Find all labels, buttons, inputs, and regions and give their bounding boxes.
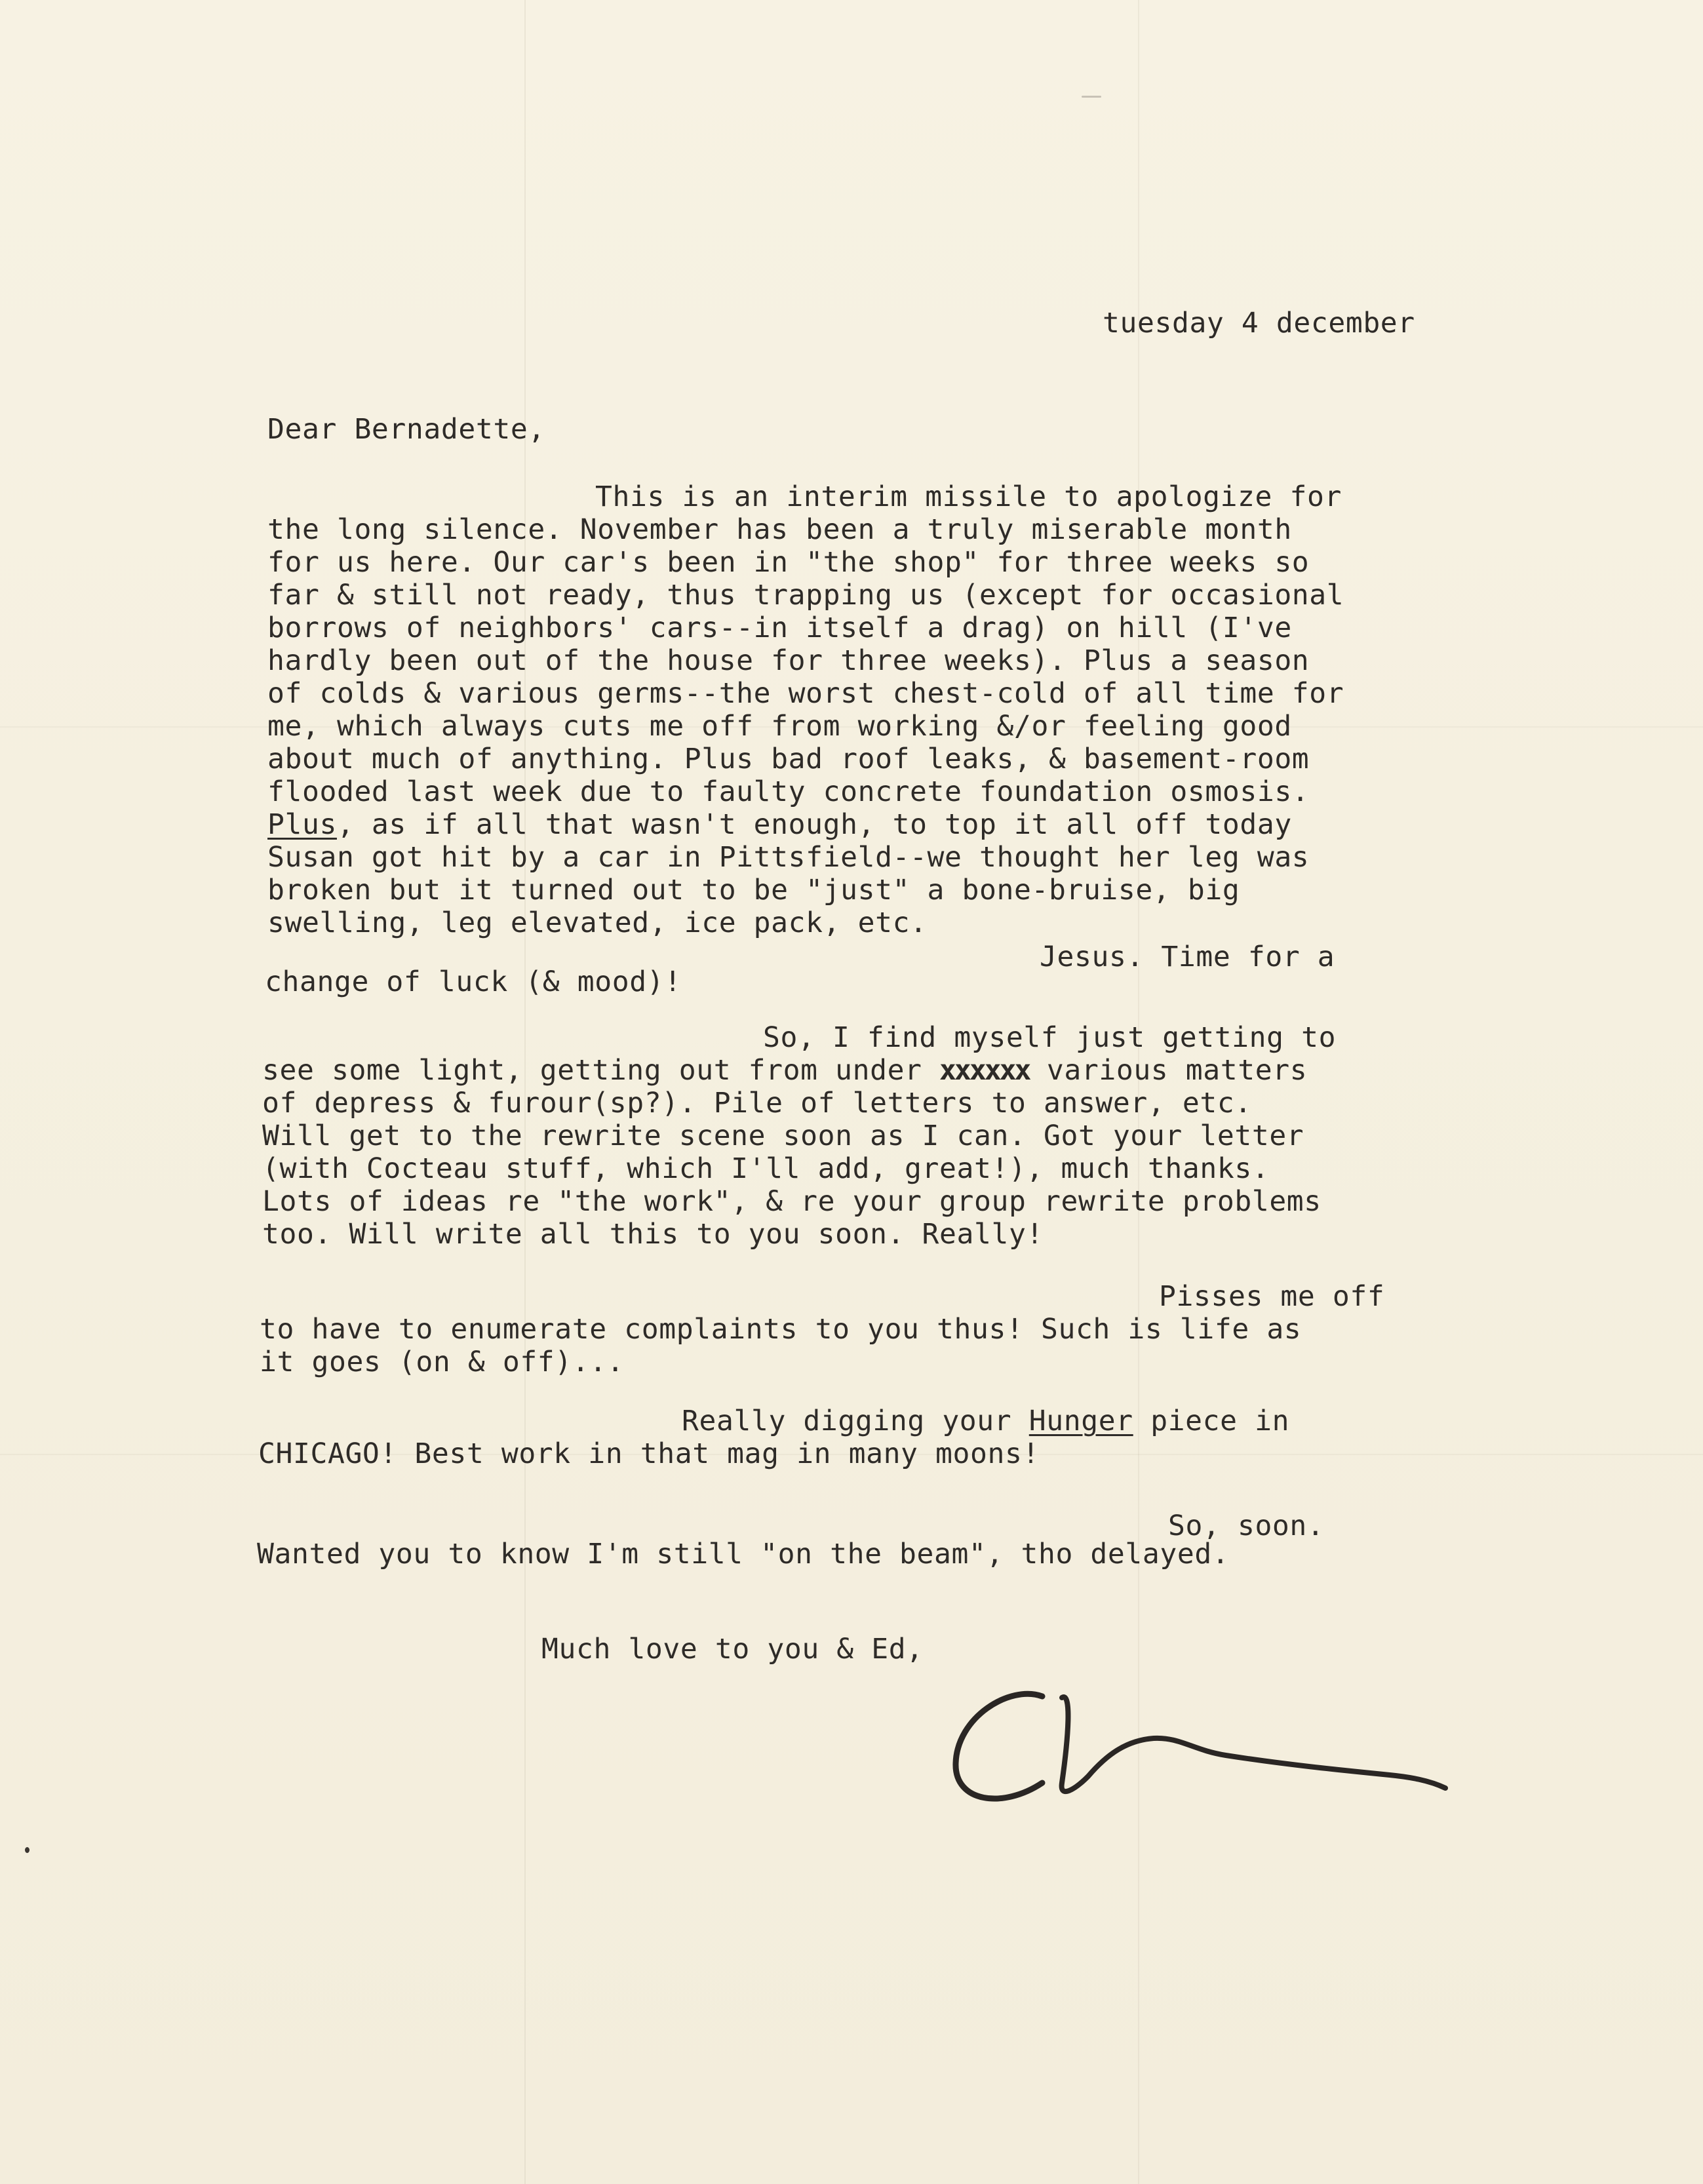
letter-date: tuesday 4 december	[1103, 307, 1415, 340]
paragraph-1-line-6: hardly been out of the house for three weeks). Plus a season	[267, 644, 1310, 677]
paragraph-3-line-2-end: various matters	[1029, 1054, 1308, 1087]
paragraph-6-line-1: So, soon.	[1168, 1510, 1325, 1542]
emphasis-plus: Plus	[267, 808, 337, 841]
paragraph-4-line-3: it goes (on & off)...	[260, 1346, 625, 1378]
paragraph-1-line-2: the long silence. November has been a truly miserable month	[267, 513, 1292, 546]
paragraph-3-line-5: (with Cocteau stuff, which I'll add, great!), much thanks.	[262, 1152, 1270, 1185]
paragraph-1-line-4: far & still not ready, thus trapping us (except for occasional	[267, 579, 1344, 612]
paragraph-1-line-5: borrows of neighbors' cars--in itself a drag) on hill (I've	[267, 612, 1292, 644]
paragraph-5-line-1	[682, 1405, 1289, 1437]
paragraph-3-line-2	[262, 1054, 1307, 1087]
paragraph-3-line-4: Will get to the rewrite scene soon as I can. Got your letter	[262, 1120, 1304, 1152]
paragraph-3-line-1: So, I find myself just getting to	[763, 1021, 1337, 1054]
paragraph-3-line-3: of depress & furour(sp?). Pile of letters to answer, etc.	[262, 1087, 1252, 1120]
paragraph-6-line-2: Wanted you to know I'm still "on the beam", tho delayed.	[257, 1538, 1230, 1570]
closing-line: Much love to you & Ed,	[541, 1633, 924, 1666]
paragraph-1-line-11-rest: , as if all that wasn't enough, to top it all off today	[336, 808, 1292, 841]
emphasis-hunger: Hunger	[1028, 1405, 1133, 1437]
paragraph-3-line-6: Lots of ideas re "the work", & re your group rewrite problems	[262, 1185, 1321, 1218]
struck-out-text: xxxxxx	[939, 1054, 1030, 1087]
paragraph-4-line-2: to have to enumerate complaints to you thus! Such is life as	[260, 1313, 1302, 1346]
paragraph-1-line-10: flooded last week due to faulty concrete foundation osmosis.	[267, 775, 1310, 808]
paragraph-1-line-1: This is an interim missile to apologize for	[595, 480, 1342, 513]
handwritten-signature	[944, 1678, 1455, 1822]
paragraph-1-line-14: swelling, leg elevated, ice pack, etc.	[267, 907, 928, 939]
paragraph-4-line-1: Pisses me off	[1159, 1280, 1385, 1313]
paragraph-5-line-1-end: piece in	[1133, 1405, 1290, 1437]
paragraph-2-line-1: Jesus. Time for a	[1040, 941, 1335, 973]
signature-stroke-c	[956, 1694, 1042, 1799]
salutation: Dear Bernadette,	[267, 413, 545, 446]
paragraph-1-line-11	[267, 808, 1292, 841]
paragraph-1-line-3: for us here. Our car's been in "the shop" for three weeks so	[267, 546, 1310, 579]
signature-stroke-tail	[1062, 1697, 1445, 1791]
paragraph-2-line-2: change of luck (& mood)!	[265, 965, 682, 998]
paragraph-3-line-7: too. Will write all this to you soon. Really!	[262, 1218, 1044, 1251]
paragraph-5-line-1-start: Really digging your	[682, 1405, 1029, 1437]
paragraph-1-line-12: Susan got hit by a car in Pittsfield--we thought her leg was	[267, 841, 1310, 874]
paragraph-1-line-8: me, which always cuts me off from working &/or feeling good	[267, 710, 1292, 743]
paragraph-1-line-9: about much of anything. Plus bad roof leaks, & basement-room	[267, 743, 1310, 775]
smudge-mark	[1082, 96, 1101, 98]
paragraph-3-line-2-start: see some light, getting out from under	[262, 1054, 940, 1087]
paragraph-1-line-7: of colds & various germs--the worst chest-cold of all time for	[267, 677, 1344, 710]
ink-speck	[25, 1847, 29, 1853]
paragraph-5-line-2: CHICAGO! Best work in that mag in many moons!	[258, 1437, 1040, 1470]
paragraph-1-line-13: broken but it turned out to be "just" a bone-bruise, big	[267, 874, 1240, 907]
